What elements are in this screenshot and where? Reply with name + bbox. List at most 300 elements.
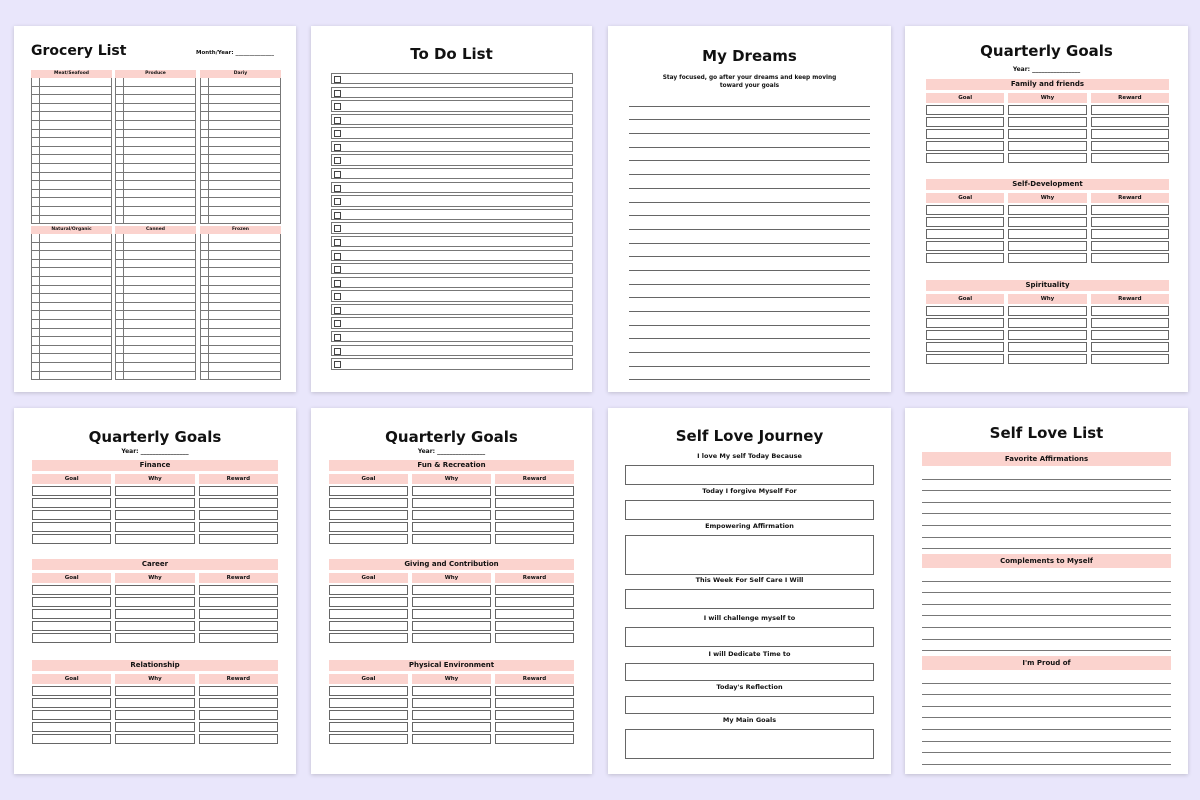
checkbox[interactable]: [200, 354, 209, 363]
entry-line[interactable]: [40, 207, 112, 216]
entry-box[interactable]: [1008, 330, 1086, 340]
checkbox[interactable]: [200, 294, 209, 303]
entry-line[interactable]: [209, 268, 281, 277]
entry-box[interactable]: [1008, 153, 1086, 163]
entry-box[interactable]: [412, 498, 491, 508]
grocery-row[interactable]: [115, 372, 196, 381]
checkbox[interactable]: [334, 348, 341, 355]
entry-line[interactable]: [124, 303, 196, 312]
checkbox[interactable]: [31, 303, 40, 312]
grocery-row[interactable]: [200, 234, 281, 243]
entry-box[interactable]: [1008, 205, 1086, 215]
entry-box[interactable]: [926, 205, 1004, 215]
entry-line[interactable]: [209, 104, 281, 113]
writing-line[interactable]: [629, 148, 870, 162]
entry-line[interactable]: [124, 147, 196, 156]
checkbox[interactable]: [115, 130, 124, 139]
year-field[interactable]: Year: ________________: [1012, 66, 1081, 73]
grocery-row[interactable]: [115, 121, 196, 130]
grocery-row[interactable]: [200, 251, 281, 260]
writing-line[interactable]: [922, 628, 1171, 640]
entry-box[interactable]: [329, 510, 408, 520]
grocery-row[interactable]: [31, 277, 112, 286]
checkbox[interactable]: [200, 78, 209, 87]
todo-row[interactable]: [331, 154, 573, 165]
checkbox[interactable]: [31, 181, 40, 190]
grocery-row[interactable]: [31, 198, 112, 207]
writing-line[interactable]: [922, 672, 1171, 684]
entry-line[interactable]: [124, 372, 196, 381]
entry-line[interactable]: [40, 155, 112, 164]
grocery-row[interactable]: [200, 104, 281, 113]
entry-box[interactable]: [495, 722, 574, 732]
entry-line[interactable]: [124, 268, 196, 277]
entry-line[interactable]: [40, 354, 112, 363]
todo-row[interactable]: [331, 331, 573, 342]
checkbox[interactable]: [115, 337, 124, 346]
entry-line[interactable]: [40, 260, 112, 269]
todo-row[interactable]: [331, 168, 573, 179]
grocery-row[interactable]: [31, 354, 112, 363]
entry-box[interactable]: [115, 522, 194, 532]
checkbox[interactable]: [334, 117, 341, 124]
todo-row[interactable]: [331, 73, 573, 84]
grocery-row[interactable]: [115, 155, 196, 164]
entry-box[interactable]: [495, 686, 574, 696]
checkbox[interactable]: [200, 181, 209, 190]
entry-line[interactable]: [40, 311, 112, 320]
checkbox[interactable]: [115, 286, 124, 295]
entry-box[interactable]: [1091, 342, 1169, 352]
checkbox[interactable]: [200, 286, 209, 295]
entry-box[interactable]: [115, 734, 194, 744]
entry-box[interactable]: [412, 734, 491, 744]
writing-line[interactable]: [922, 582, 1171, 594]
entry-line[interactable]: [124, 138, 196, 147]
checkbox[interactable]: [115, 303, 124, 312]
entry-line[interactable]: [40, 277, 112, 286]
entry-line[interactable]: [40, 303, 112, 312]
grocery-row[interactable]: [31, 363, 112, 372]
entry-line[interactable]: [209, 130, 281, 139]
entry-box[interactable]: [495, 609, 574, 619]
checkbox[interactable]: [200, 363, 209, 372]
entry-box[interactable]: [199, 498, 278, 508]
entry-box[interactable]: [32, 686, 111, 696]
todo-row[interactable]: [331, 236, 573, 247]
checkbox[interactable]: [334, 361, 341, 368]
entry-line[interactable]: [124, 130, 196, 139]
entry-box[interactable]: [199, 722, 278, 732]
entry-box[interactable]: [926, 306, 1004, 316]
entry-box[interactable]: [412, 609, 491, 619]
checkbox[interactable]: [200, 207, 209, 216]
grocery-row[interactable]: [31, 104, 112, 113]
entry-box[interactable]: [32, 698, 111, 708]
entry-line[interactable]: [209, 198, 281, 207]
entry-box[interactable]: [495, 621, 574, 631]
entry-box[interactable]: [329, 498, 408, 508]
entry-box[interactable]: [329, 621, 408, 631]
entry-line[interactable]: [124, 234, 196, 243]
checkbox[interactable]: [31, 294, 40, 303]
prompt-answer-box[interactable]: [625, 500, 874, 520]
checkbox[interactable]: [115, 277, 124, 286]
entry-line[interactable]: [40, 130, 112, 139]
entry-box[interactable]: [412, 722, 491, 732]
writing-line[interactable]: [922, 616, 1171, 628]
checkbox[interactable]: [200, 251, 209, 260]
checkbox[interactable]: [334, 334, 341, 341]
checkbox[interactable]: [334, 307, 341, 314]
todo-row[interactable]: [331, 345, 573, 356]
entry-box[interactable]: [412, 698, 491, 708]
grocery-row[interactable]: [31, 164, 112, 173]
entry-box[interactable]: [32, 534, 111, 544]
checkbox[interactable]: [31, 95, 40, 104]
entry-box[interactable]: [495, 585, 574, 595]
entry-line[interactable]: [40, 337, 112, 346]
checkbox[interactable]: [31, 260, 40, 269]
checkbox[interactable]: [200, 95, 209, 104]
entry-box[interactable]: [495, 522, 574, 532]
entry-box[interactable]: [926, 129, 1004, 139]
entry-line[interactable]: [124, 155, 196, 164]
entry-box[interactable]: [329, 698, 408, 708]
entry-box[interactable]: [926, 318, 1004, 328]
grocery-row[interactable]: [200, 303, 281, 312]
entry-line[interactable]: [124, 190, 196, 199]
entry-box[interactable]: [329, 534, 408, 544]
entry-line[interactable]: [40, 372, 112, 381]
checkbox[interactable]: [334, 239, 341, 246]
todo-row[interactable]: [331, 209, 573, 220]
grocery-row[interactable]: [31, 155, 112, 164]
entry-line[interactable]: [40, 78, 112, 87]
grocery-row[interactable]: [31, 147, 112, 156]
checkbox[interactable]: [200, 130, 209, 139]
grocery-row[interactable]: [115, 303, 196, 312]
checkbox[interactable]: [31, 138, 40, 147]
checkbox[interactable]: [115, 95, 124, 104]
writing-line[interactable]: [922, 480, 1171, 492]
grocery-row[interactable]: [200, 95, 281, 104]
grocery-row[interactable]: [115, 260, 196, 269]
writing-line[interactable]: [922, 593, 1171, 605]
writing-line[interactable]: [629, 312, 870, 326]
grocery-row[interactable]: [31, 286, 112, 295]
entry-line[interactable]: [209, 112, 281, 121]
entry-box[interactable]: [115, 597, 194, 607]
checkbox[interactable]: [334, 253, 341, 260]
entry-line[interactable]: [209, 87, 281, 96]
checkbox[interactable]: [200, 329, 209, 338]
todo-row[interactable]: [331, 87, 573, 98]
writing-line[interactable]: [922, 503, 1171, 515]
checkbox[interactable]: [31, 354, 40, 363]
entry-box[interactable]: [199, 698, 278, 708]
entry-line[interactable]: [124, 320, 196, 329]
grocery-row[interactable]: [200, 268, 281, 277]
grocery-row[interactable]: [31, 234, 112, 243]
writing-line[interactable]: [922, 730, 1171, 742]
checkbox[interactable]: [200, 121, 209, 130]
checkbox[interactable]: [115, 363, 124, 372]
grocery-row[interactable]: [200, 198, 281, 207]
entry-line[interactable]: [40, 104, 112, 113]
entry-line[interactable]: [40, 181, 112, 190]
entry-line[interactable]: [124, 363, 196, 372]
checkbox[interactable]: [200, 173, 209, 182]
grocery-row[interactable]: [200, 337, 281, 346]
checkbox[interactable]: [115, 138, 124, 147]
checkbox[interactable]: [115, 294, 124, 303]
grocery-row[interactable]: [200, 260, 281, 269]
checkbox[interactable]: [31, 286, 40, 295]
entry-box[interactable]: [199, 686, 278, 696]
entry-line[interactable]: [40, 251, 112, 260]
grocery-row[interactable]: [31, 216, 112, 225]
entry-box[interactable]: [412, 621, 491, 631]
writing-line[interactable]: [629, 161, 870, 175]
writing-line[interactable]: [629, 339, 870, 353]
entry-line[interactable]: [124, 104, 196, 113]
writing-line[interactable]: [922, 538, 1171, 550]
entry-line[interactable]: [40, 243, 112, 252]
checkbox[interactable]: [115, 207, 124, 216]
grocery-row[interactable]: [200, 130, 281, 139]
entry-box[interactable]: [412, 710, 491, 720]
checkbox[interactable]: [334, 185, 341, 192]
grocery-row[interactable]: [31, 260, 112, 269]
writing-line[interactable]: [922, 695, 1171, 707]
entry-box[interactable]: [1008, 354, 1086, 364]
checkbox[interactable]: [115, 121, 124, 130]
entry-box[interactable]: [32, 710, 111, 720]
grocery-row[interactable]: [31, 95, 112, 104]
entry-box[interactable]: [115, 585, 194, 595]
entry-box[interactable]: [1008, 306, 1086, 316]
checkbox[interactable]: [31, 268, 40, 277]
entry-line[interactable]: [209, 95, 281, 104]
checkbox[interactable]: [200, 216, 209, 225]
writing-line[interactable]: [629, 203, 870, 217]
writing-line[interactable]: [629, 107, 870, 121]
entry-box[interactable]: [926, 117, 1004, 127]
grocery-row[interactable]: [31, 121, 112, 130]
entry-line[interactable]: [40, 268, 112, 277]
grocery-row[interactable]: [31, 251, 112, 260]
entry-line[interactable]: [124, 311, 196, 320]
entry-box[interactable]: [412, 510, 491, 520]
checkbox[interactable]: [31, 190, 40, 199]
entry-box[interactable]: [115, 633, 194, 643]
grocery-row[interactable]: [115, 294, 196, 303]
writing-line[interactable]: [629, 134, 870, 148]
writing-lines[interactable]: [922, 672, 1171, 765]
entry-box[interactable]: [412, 597, 491, 607]
grocery-row[interactable]: [200, 243, 281, 252]
checkbox[interactable]: [31, 277, 40, 286]
checkbox[interactable]: [334, 293, 341, 300]
entry-line[interactable]: [209, 181, 281, 190]
grocery-row[interactable]: [31, 207, 112, 216]
grocery-row[interactable]: [115, 198, 196, 207]
grocery-row[interactable]: [200, 112, 281, 121]
writing-line[interactable]: [629, 326, 870, 340]
entry-box[interactable]: [1008, 141, 1086, 151]
entry-box[interactable]: [412, 486, 491, 496]
grocery-row[interactable]: [31, 268, 112, 277]
grocery-row[interactable]: [200, 363, 281, 372]
entry-box[interactable]: [32, 486, 111, 496]
checkbox[interactable]: [334, 103, 341, 110]
entry-line[interactable]: [124, 173, 196, 182]
checkbox[interactable]: [115, 164, 124, 173]
checkbox[interactable]: [31, 130, 40, 139]
entry-box[interactable]: [32, 633, 111, 643]
prompt-answer-box[interactable]: [625, 465, 874, 485]
prompt-answer-box[interactable]: [625, 589, 874, 609]
grocery-row[interactable]: [115, 112, 196, 121]
entry-line[interactable]: [40, 234, 112, 243]
checkbox[interactable]: [200, 268, 209, 277]
entry-box[interactable]: [1008, 253, 1086, 263]
prompt-answer-box[interactable]: [625, 663, 874, 681]
grocery-row[interactable]: [115, 337, 196, 346]
entry-box[interactable]: [1091, 129, 1169, 139]
entry-line[interactable]: [209, 251, 281, 260]
grocery-row[interactable]: [200, 320, 281, 329]
grocery-row[interactable]: [31, 78, 112, 87]
checkbox[interactable]: [115, 147, 124, 156]
grocery-row[interactable]: [115, 277, 196, 286]
writing-line[interactable]: [629, 189, 870, 203]
grocery-row[interactable]: [115, 251, 196, 260]
checkbox[interactable]: [334, 157, 341, 164]
entry-line[interactable]: [124, 207, 196, 216]
entry-box[interactable]: [1091, 253, 1169, 263]
entry-box[interactable]: [115, 722, 194, 732]
grocery-row[interactable]: [115, 243, 196, 252]
grocery-row[interactable]: [115, 104, 196, 113]
checkbox[interactable]: [115, 346, 124, 355]
entry-line[interactable]: [209, 234, 281, 243]
grocery-row[interactable]: [115, 147, 196, 156]
checkbox[interactable]: [31, 147, 40, 156]
checkbox[interactable]: [115, 260, 124, 269]
entry-box[interactable]: [199, 534, 278, 544]
writing-lines[interactable]: [922, 468, 1171, 561]
entry-box[interactable]: [329, 597, 408, 607]
entry-line[interactable]: [124, 87, 196, 96]
todo-row[interactable]: [331, 222, 573, 233]
entry-line[interactable]: [40, 95, 112, 104]
entry-box[interactable]: [199, 609, 278, 619]
entry-line[interactable]: [40, 164, 112, 173]
todo-row[interactable]: [331, 317, 573, 328]
entry-box[interactable]: [1091, 153, 1169, 163]
grocery-row[interactable]: [115, 130, 196, 139]
todo-row[interactable]: [331, 290, 573, 301]
entry-box[interactable]: [1008, 241, 1086, 251]
writing-line[interactable]: [629, 298, 870, 312]
year-field[interactable]: Year: ________________: [121, 448, 189, 455]
entry-box[interactable]: [199, 510, 278, 520]
entry-box[interactable]: [1091, 241, 1169, 251]
entry-line[interactable]: [40, 190, 112, 199]
writing-line[interactable]: [922, 753, 1171, 765]
grocery-row[interactable]: [115, 329, 196, 338]
writing-line[interactable]: [629, 285, 870, 299]
checkbox[interactable]: [31, 234, 40, 243]
checkbox[interactable]: [115, 198, 124, 207]
entry-line[interactable]: [209, 329, 281, 338]
grocery-row[interactable]: [31, 337, 112, 346]
grocery-row[interactable]: [200, 286, 281, 295]
writing-line[interactable]: [629, 271, 870, 285]
entry-box[interactable]: [1008, 318, 1086, 328]
entry-box[interactable]: [199, 522, 278, 532]
checkbox[interactable]: [334, 280, 341, 287]
entry-line[interactable]: [209, 190, 281, 199]
todo-row[interactable]: [331, 195, 573, 206]
entry-line[interactable]: [124, 112, 196, 121]
todo-row[interactable]: [331, 358, 573, 369]
checkbox[interactable]: [31, 363, 40, 372]
grocery-row[interactable]: [115, 311, 196, 320]
grocery-row[interactable]: [31, 87, 112, 96]
entry-box[interactable]: [495, 510, 574, 520]
checkbox[interactable]: [31, 320, 40, 329]
entry-box[interactable]: [199, 633, 278, 643]
entry-box[interactable]: [926, 342, 1004, 352]
entry-line[interactable]: [124, 286, 196, 295]
checkbox[interactable]: [334, 212, 341, 219]
entry-box[interactable]: [926, 217, 1004, 227]
grocery-row[interactable]: [200, 87, 281, 96]
entry-line[interactable]: [209, 311, 281, 320]
checkbox[interactable]: [31, 207, 40, 216]
grocery-row[interactable]: [115, 346, 196, 355]
entry-line[interactable]: [209, 372, 281, 381]
checkbox[interactable]: [334, 76, 341, 83]
entry-box[interactable]: [1008, 129, 1086, 139]
entry-box[interactable]: [329, 522, 408, 532]
entry-box[interactable]: [329, 585, 408, 595]
checkbox[interactable]: [200, 346, 209, 355]
checkbox[interactable]: [115, 173, 124, 182]
grocery-row[interactable]: [200, 294, 281, 303]
grocery-row[interactable]: [31, 311, 112, 320]
entry-box[interactable]: [1091, 105, 1169, 115]
checkbox[interactable]: [115, 251, 124, 260]
grocery-row[interactable]: [200, 173, 281, 182]
checkbox[interactable]: [200, 243, 209, 252]
todo-row[interactable]: [331, 263, 573, 274]
entry-box[interactable]: [495, 633, 574, 643]
writing-line[interactable]: [629, 244, 870, 258]
entry-box[interactable]: [329, 710, 408, 720]
entry-box[interactable]: [1091, 318, 1169, 328]
entry-line[interactable]: [124, 216, 196, 225]
entry-line[interactable]: [209, 337, 281, 346]
checkbox[interactable]: [115, 268, 124, 277]
checkbox[interactable]: [200, 198, 209, 207]
todo-row[interactable]: [331, 277, 573, 288]
writing-line[interactable]: [922, 684, 1171, 696]
prompt-answer-box[interactable]: [625, 535, 874, 575]
